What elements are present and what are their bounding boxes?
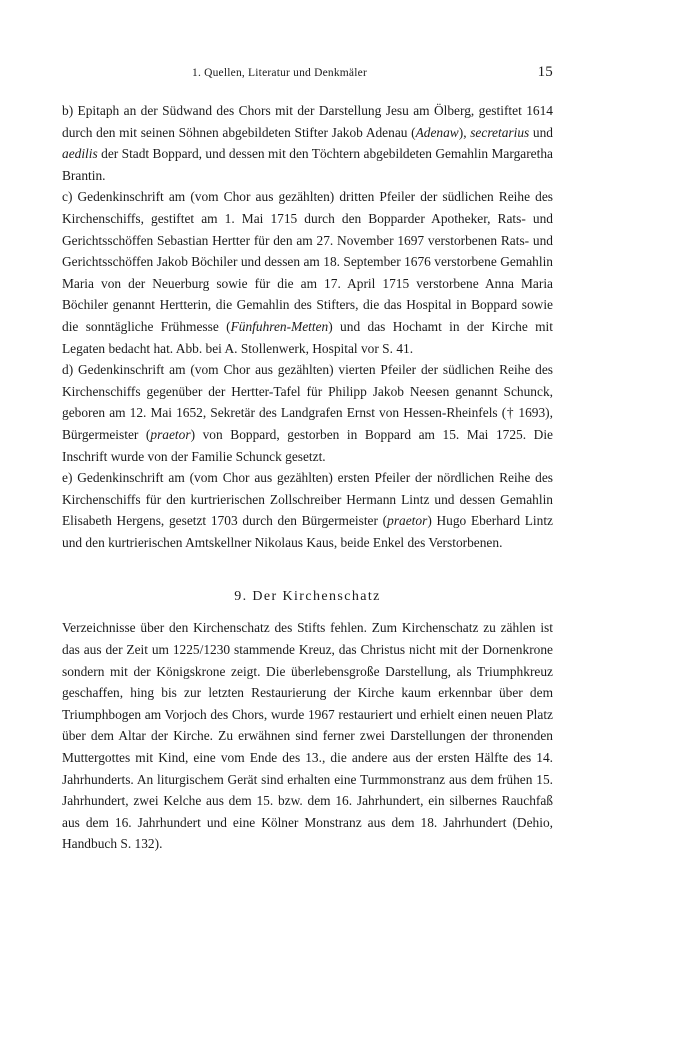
text-run: d) Gedenkinschrift am (vom Chor aus gezählten) vierten Pfeiler der südlichen Reihe des Kirchenschiffs gegenüber der Hertter-Tafel für Philipp Jakob Neesen genannt Schunck, geboren am 12. Mai 1652, Sekretär des Landgrafen Ernst von Hessen-Rheinfels († 1693), Bürgermeister ( <box>62 362 553 442</box>
document-page <box>62 64 553 855</box>
section-heading: 9. Der Kirchenschatz <box>234 589 381 605</box>
italic-term: Adenaw <box>415 124 459 140</box>
text-run: e) Gedenkinschrift am (vom Chor aus gezählten) ersten Pfeiler der nördlichen Reihe des Kirchenschiffs für den kurtrierischen Zollschreiber Hermann Lintz und dessen Gemahlin Elisabeth Hergens, gesetzt 1703 durch den Bürgermeister ( <box>62 470 553 529</box>
text-run: c) Gedenkinschrift am (vom Chor aus gezählten) dritten Pfeiler der südlichen Reihe des Kirchenschiffs, gestiftet am 1. Mai 1715 durch den Bopparder Apotheker, Rats- und Gerichtsschöffen Sebastian Hertter für den am 27. November 1697 verstorbenen Rats- und Gerichtsschöffen Jakob Böchiler und dessen am 18. September 1676 verstorbene Gemahlin Maria von der Neuerburg sowie für die am 17. April 1715 verstorbene Anna Maria Böchiler genannt Hertterin, die Gemahlin des Stifters, die das Hospital in Boppard sowie die sonntägliche Frühmesse ( <box>62 189 553 334</box>
text-run: Verzeichnisse über den Kirchenschatz des Stifts fehlen. Zum Kirchenschatz zu zählen ist das aus der Zeit um 1225/1230 stammende Kreuz, das Christus nicht mit der Dornenkrone sondern mit der Königskrone zeigt. Die überlebensgroße Darstellung, als Triumphkreuz geschaffen, hing bis zur letzten Restaurierung der Kirche kaum erkennbar über dem Triumphbogen am Vorjoch des Chors, wurde 1967 restauriert und erhielt einen neuen Platz über dem Altar der Kirche. Zu erwähnen sind ferner zwei Darstellungen der thronenden Muttergottes mit Kind, eine vom Ende des 13., die andere aus der ersten Hälfte des 14. Jahrhunderts. An liturgischem Gerät sind erhalten eine Turmmonstranz aus dem frühen 15. Jahrhundert, zwei Kelche aus dem 15. bzw. dem 16. Jahrhundert, ein silbernes Rauchfaß aus dem 16. Jahrhundert und eine Kölner Monstranz aus dem 18. Jahrhundert (Dehio, Handbuch S. 132). <box>62 620 553 852</box>
text-run: ) und das Hochamt in der Kirche mit Legaten bedacht hat. Abb. bei A. Stollenwerk, Hospital vor S. 41. <box>62 318 553 356</box>
paragraph-inscription-c <box>62 186 553 359</box>
italic-term: aedilis <box>62 146 98 162</box>
text-run: der Stadt Boppard, und dessen mit den Töchtern abgebildeten Gemahlin Margaretha Brantin. <box>62 146 553 183</box>
text-run: b) Epitaph an der Südwand des Chors mit der Darstellung Jesu am Ölberg, gestiftet 1614 durch den mit seinen Söhnen abgebildeten Stifter Jakob Adenau ( <box>62 103 553 140</box>
paragraph-epitaph-b <box>62 100 553 186</box>
text-run: und <box>529 124 553 140</box>
paragraph-inscription-d <box>62 359 553 467</box>
page-number: 15 <box>537 64 553 80</box>
paragraph-inscription-e <box>62 467 553 553</box>
text-run: ) von Boppard, gestorben in Boppard am 15. Mai 1725. Die Inschrift wurde von der Familie Schunck gesetzt. <box>62 426 553 464</box>
running-header <box>62 64 553 86</box>
paragraph-kirchenschatz <box>62 617 553 855</box>
italic-term: Fünfuhren-Metten <box>230 318 329 334</box>
monument-list <box>62 100 553 553</box>
italic-term: secretarius <box>470 124 530 140</box>
italic-term: praetor <box>150 426 191 442</box>
text-run: ) Hugo Eberhard Lintz und den kurtrierischen Amtskellner Nikolaus Kaus, beide Enkel des Verstorbenen. <box>62 513 553 550</box>
text-run: ), <box>458 124 471 140</box>
running-header-title: 1. Quellen, Literatur und Denkmäler <box>192 67 367 79</box>
italic-term: praetor <box>387 513 428 529</box>
